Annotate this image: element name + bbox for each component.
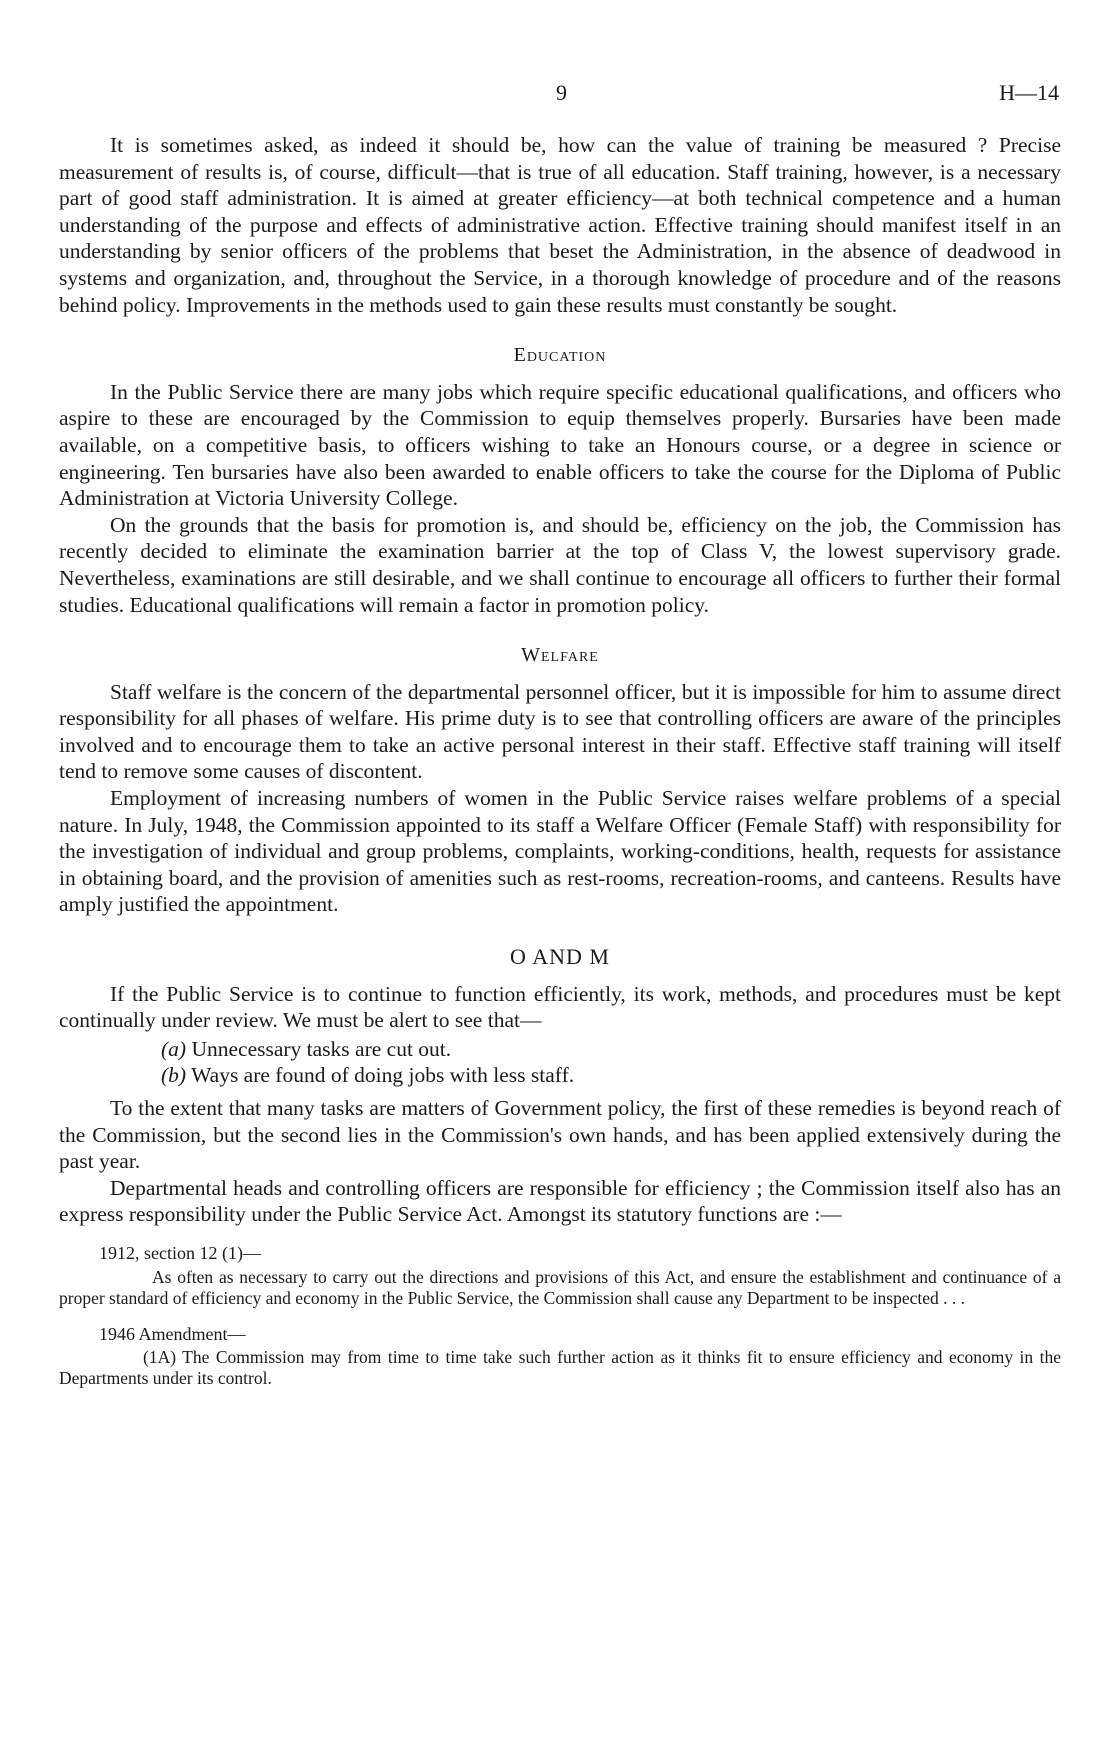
list-item — [59, 1062, 1061, 1089]
amendment-1946-text: (1A) The Commission may from time to time take such further action as it thinks fit to ensure efficiency and economy in the Departments under its control. — [59, 1347, 1061, 1389]
education-heading: Education — [513, 344, 607, 367]
o-and-m-paragraph-1: If the Public Service is to continue to function efficiently, its work, methods, and procedures must be kept continually under review. We must be alert to see that— — [59, 981, 1061, 1033]
education-paragraph-2: On the grounds that the basis for promotion is, and should be, efficiency on the job, the Commission has recently decided to eliminate the examination barrier at the top of Class V, the lowest supervisory grade. Nevertheless, examinations are still desirable, and we shall continue to encourage all officers to further their formal studies. Educational qualifications will remain a factor in promotion policy. — [59, 512, 1061, 617]
education-paragraph-1: In the Public Service there are many jobs which require specific educational qualifications, and officers who aspire to these are encouraged by the Commission to equip themselves properly. Bursaries have been made available, on a competitive basis, to officers wishing to take an Honours course, or a degree in science or engineering. Ten bursaries have also been awarded to enable officers to take the course for the Diploma of Public Administration at Victoria University College. — [59, 379, 1061, 511]
list-item-text: Unnecessary tasks are cut out. — [191, 1036, 452, 1061]
training-paragraph: It is sometimes asked, as indeed it should be, how can the value of training be measured ? Precise measurement of results is, of course, difficult—that is true of all education. Staff training, however, is a necessary part of good staff administration. It is aimed at greater efficiency—at both technical competence and a human understanding of the purpose and effects of administrative action. Effective training should manifest itself in an understanding by senior officers of the problems that beset the Administration, in the absence of deadwood in systems and organization, and, throughout the Service, in a thorough knowledge of procedure and of the reasons behind policy. Improvements in the methods used to gain these results must constantly be sought. — [59, 133, 1061, 317]
remedies-list — [59, 1036, 1061, 1089]
welfare-paragraph-2: Employment of increasing numbers of women in the Public Service raises welfare problems of a special nature. In July, 1948, the Commission appointed to its staff a Welfare Officer (Female Staff) with responsibility for the investigation of individual and group problems, complaints, working-conditions, health, requests for assistance in obtaining board, and the provision of amenities such as rest-rooms, recreation-rooms, and canteens. Results have amply justified the appointment. — [59, 786, 1061, 917]
welfare-heading: Welfare — [521, 644, 599, 667]
page-header — [0, 80, 1114, 110]
o-and-m-paragraph-2: To the extent that many tasks are matters of Government policy, the first of these remedies is beyond reach of the Commission, but the second lies in the Commission's own hands, and has been applied extensively during the past year. — [59, 1096, 1061, 1174]
o-and-m-paragraph-3: Departmental heads and controlling officers are responsible for efficiency ; the Commission itself also has an express responsibility under the Public Service Act. Amongst its statutory functions are :— — [59, 1175, 1061, 1227]
welfare-paragraph-1: Staff welfare is the concern of the departmental personnel officer, but it is impossible for him to assume direct responsibility for all phases of welfare. His prime duty is to see that controlling officers are aware of the principles involved and to encourage them to take an active personal interest in their staff. Effective staff training will itself tend to remove some causes of discontent. — [59, 679, 1061, 784]
list-item-text: Ways are found of doing jobs with less staff. — [191, 1063, 575, 1088]
amendment-1946-heading: 1946 Amendment— — [99, 1323, 246, 1344]
statute-1912-text: As often as necessary to carry out the directions and provisions of this Act, and ensure the establishment and continuance of a proper standard of efficiency and economy in the Public Service, the Commission shall cause any Department to be inspected . . . — [59, 1266, 1061, 1308]
page-number: 9 — [556, 80, 567, 105]
list-item-marker: (a) — [161, 1036, 187, 1061]
list-item — [59, 1036, 1061, 1063]
list-item-marker: (b) — [161, 1063, 187, 1088]
document-reference: H—14 — [999, 80, 1059, 105]
statute-1912-heading: 1912, section 12 (1)— — [99, 1242, 261, 1263]
document-body — [59, 132, 1061, 1389]
o-and-m-heading: O AND M — [510, 944, 610, 970]
